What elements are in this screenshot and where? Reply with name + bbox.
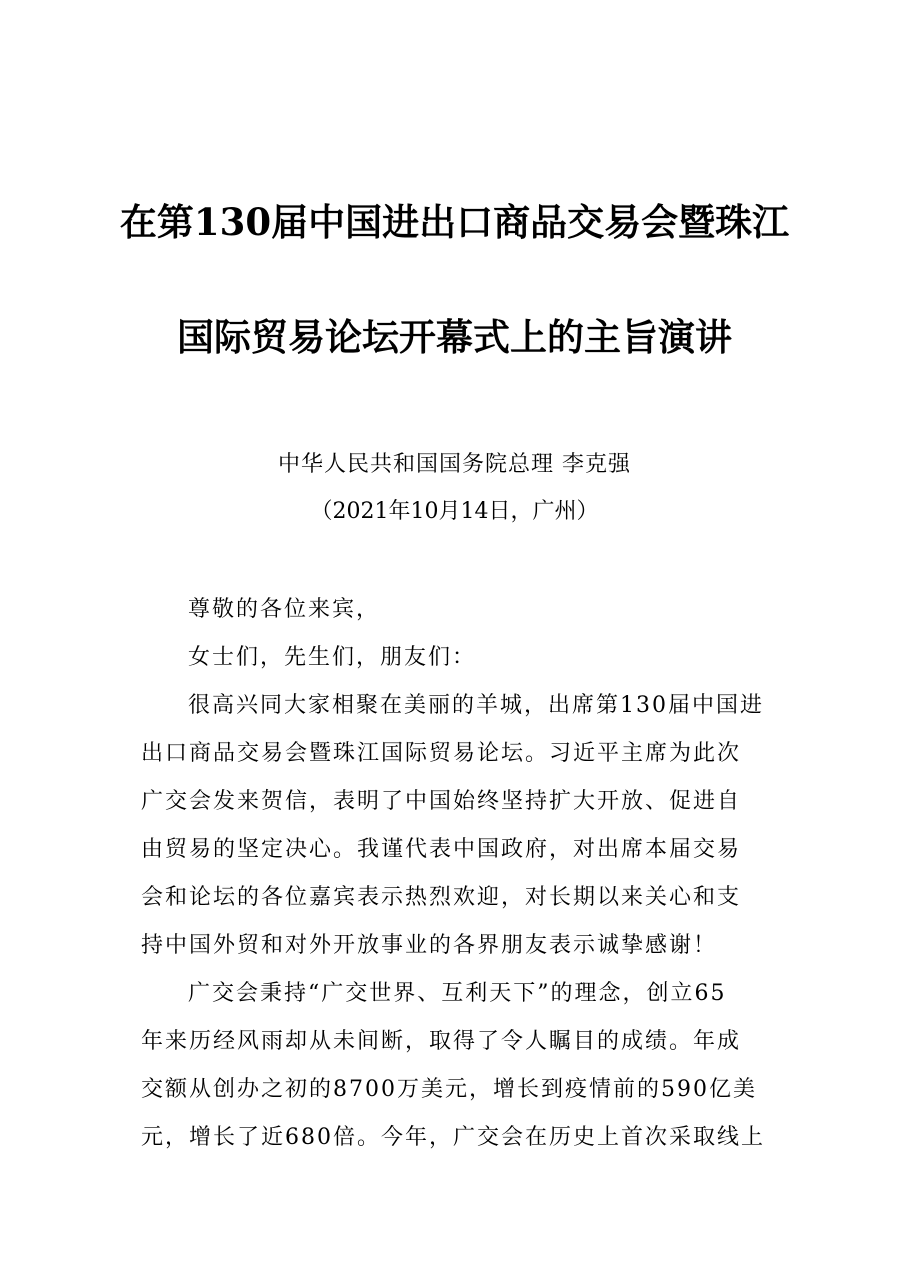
paragraph-line: 由贸易的坚定决心。我谨代表中国政府，对出席本届交易	[141, 837, 742, 862]
dateline: （2021年10月14日，广州）	[310, 499, 599, 524]
paragraph-line: 元，增长了近680倍。今年，广交会在历史上首次采取线上	[141, 1125, 765, 1150]
author-line: 中华人民共和国国务院总理 李克强	[278, 452, 631, 477]
paragraph-line: 持中国外贸和对外开放事业的各界朋友表示诚挚感谢！	[141, 933, 718, 958]
paragraph-line: 广交会发来贺信，表明了中国始终坚持扩大开放、促进自	[141, 789, 742, 814]
paragraph-line: 交额从创办之初的8700万美元，增长到疫情前的590亿美	[141, 1077, 757, 1102]
paragraph-line: 会和论坛的各位嘉宾表示热烈欢迎，对长期以来关心和支	[141, 885, 742, 910]
paragraph-line: 很高兴同大家相聚在美丽的羊城，出席第130届中国进	[188, 693, 764, 718]
salutation-line: 女士们，先生们，朋友们：	[188, 645, 477, 670]
title-line-1: 在第130届中国进出口商品交易会暨珠江	[119, 200, 790, 244]
paragraph-line: 广交会秉持“广交世界、互利天下”的理念，创立65	[188, 981, 727, 1006]
paragraph-line: 出口商品交易会暨珠江国际贸易论坛。习近平主席为此次	[141, 741, 742, 766]
paragraph-line: 年来历经风雨却从未间断，取得了令人瞩目的成绩。年成	[141, 1029, 742, 1054]
salutation-line: 尊敬的各位来宾，	[188, 597, 381, 622]
title-line-2: 国际贸易论坛开幕式上的主旨演讲	[177, 315, 732, 359]
